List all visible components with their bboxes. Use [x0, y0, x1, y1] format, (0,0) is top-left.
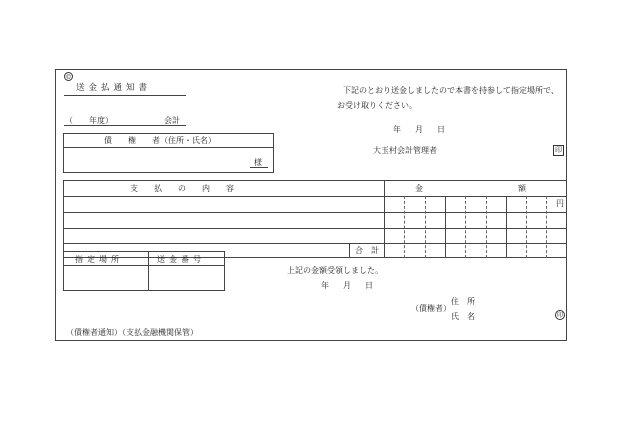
fiscal-year-underline — [64, 125, 186, 126]
designated-place-header: 指定場所 — [75, 255, 123, 264]
issue-date: 年 月 日 — [393, 125, 448, 134]
amount-header-right: 額 — [518, 184, 526, 193]
content-amount-divider — [384, 180, 385, 258]
footer-note: （債権者通知）（支払金融機関保管） — [66, 328, 198, 337]
creditor-label: （債権者） — [411, 304, 451, 313]
yen-unit: 円 — [556, 199, 564, 208]
amount-header-left: 金 — [415, 184, 423, 193]
total-cell-divider — [349, 243, 350, 258]
payment-row-line-2 — [63, 212, 567, 213]
address-label: 住 所 — [451, 297, 475, 306]
payment-row-line-3 — [63, 228, 567, 229]
receipt-seal: 印 — [556, 312, 563, 319]
copyright-mark: © — [65, 74, 72, 81]
issuer-seal: 印 — [555, 146, 562, 154]
content-header: 支 払 の 内 容 — [130, 184, 234, 193]
form-title: 送金払通知書 — [76, 83, 152, 93]
honorific-sama: 様 — [254, 158, 262, 167]
digit-separator — [445, 196, 446, 258]
digit-separator — [465, 196, 466, 258]
creditor-header-divider — [63, 147, 274, 148]
total-label: 合 計 — [355, 246, 379, 255]
accounting-label: 会計 — [164, 116, 180, 125]
issuer-name: 大玉村会計管理者 — [373, 146, 437, 155]
place-number-header-divider — [63, 265, 225, 266]
digit-separator — [506, 196, 507, 258]
receipt-date: 年 月 日 — [321, 281, 376, 290]
fiscal-year-label: （ 年度） — [65, 116, 113, 125]
honorific-underline — [250, 167, 268, 168]
title-underline — [64, 95, 186, 96]
message-line-1: 下記のとおり送金しましたので本書を持参して指定場所で、 — [343, 86, 559, 95]
payment-row-line-1 — [63, 196, 567, 197]
payment-row-line-4 — [63, 243, 567, 244]
creditor-header: 債 権 者（住所・氏名） — [104, 136, 216, 145]
digit-separator — [486, 196, 487, 258]
place-number-divider — [148, 251, 149, 291]
digit-separator — [526, 196, 527, 258]
remittance-number-header: 送金番号 — [157, 255, 205, 264]
message-line-2: お受け取りください。 — [337, 101, 417, 110]
digit-separator — [425, 196, 426, 258]
digit-separator — [404, 196, 405, 258]
receipt-text: 上記の金額受領しました。 — [287, 266, 383, 275]
name-label: 氏 名 — [451, 312, 475, 321]
digit-separator — [546, 196, 547, 258]
